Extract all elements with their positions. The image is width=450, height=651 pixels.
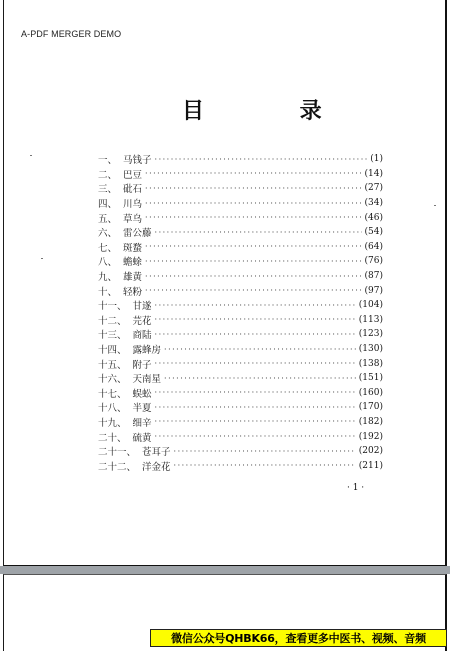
toc-entry-number: 十一、 <box>98 301 127 313</box>
toc-entry-title: 马钱子 <box>123 155 152 167</box>
toc-entry-title: 甘遂 <box>132 301 152 313</box>
toc-entry-page: (160) <box>358 387 383 398</box>
toc-entry-number: 十七、 <box>98 388 127 400</box>
toc-leader-dots <box>155 432 356 441</box>
toc-entry-number: 十、 <box>98 286 118 298</box>
toc-leader-dots <box>155 330 356 339</box>
toc-leader-dots <box>164 374 356 383</box>
toc-entry-title: 雷公藤 <box>123 228 152 240</box>
toc-entry-title: 草乌 <box>123 213 143 225</box>
toc-entry <box>98 444 383 459</box>
toc-entry-title: 洋金花 <box>142 461 171 473</box>
toc-entry-number: 二十一、 <box>98 447 137 459</box>
toc-entry-number: 十九、 <box>98 417 127 429</box>
toc-leader-dots <box>155 155 368 164</box>
toc-entry-title: 商陆 <box>132 330 152 342</box>
toc-entry-number: 十四、 <box>98 345 127 357</box>
toc-entry-title: 斑蝥 <box>123 242 143 254</box>
toc-entry-title: 天南星 <box>132 374 162 386</box>
toc-entry <box>98 386 383 401</box>
toc-entry-page: (192) <box>358 431 383 442</box>
toc-entry <box>98 313 383 328</box>
toc-entry-page: (64) <box>364 241 383 252</box>
toc-leader-dots <box>155 417 356 426</box>
toc-entry-title: 巴豆 <box>123 169 143 181</box>
toc-entry-page: (151) <box>358 373 383 384</box>
toc-entry-number: 十六、 <box>98 374 127 386</box>
toc-leader-dots <box>145 184 361 193</box>
toc-entry-number: 五、 <box>98 213 118 225</box>
toc-entry-page: (87) <box>364 271 383 282</box>
toc-entry-page: (1) <box>370 154 383 165</box>
toc-entry-page: (76) <box>364 256 383 267</box>
page-title: 目 录 <box>182 98 366 124</box>
toc-entry <box>98 342 383 357</box>
toc-entry <box>98 181 383 196</box>
toc-entry-number: 十五、 <box>98 359 127 371</box>
page-separator <box>0 566 450 574</box>
toc-entry-page: (138) <box>358 358 383 369</box>
toc-entry-number: 二十、 <box>98 432 127 444</box>
toc-entry-title: 蟾蜍 <box>123 257 143 269</box>
table-of-contents <box>98 152 383 473</box>
toc-entry-title: 川乌 <box>123 199 143 211</box>
scan-speck <box>30 155 32 156</box>
toc-entry-title: 细辛 <box>132 417 152 429</box>
toc-entry-number: 三、 <box>98 184 118 196</box>
toc-leader-dots <box>155 301 356 310</box>
toc-entry-title: 硫黄 <box>132 432 152 444</box>
toc-leader-dots <box>174 447 356 456</box>
toc-entry-page: (34) <box>364 198 383 209</box>
toc-entry-title: 芫花 <box>132 315 152 327</box>
toc-entry-title: 砒石 <box>123 184 143 196</box>
toc-entry <box>98 415 383 430</box>
toc-leader-dots <box>145 286 361 295</box>
toc-entry-page: (113) <box>358 314 383 325</box>
scan-speck <box>41 258 43 259</box>
toc-entry-number: 二、 <box>98 169 118 181</box>
toc-entry-title: 露蜂房 <box>132 345 162 357</box>
toc-leader-dots <box>145 242 361 251</box>
toc-entry-number: 十三、 <box>98 330 127 342</box>
toc-entry-number: 八、 <box>98 257 118 269</box>
toc-entry-number: 二十二、 <box>98 461 137 473</box>
toc-leader-dots <box>155 388 356 397</box>
toc-entry-page: (104) <box>358 300 383 311</box>
toc-entry-number: 十二、 <box>98 315 127 327</box>
toc-leader-dots <box>145 272 361 281</box>
toc-entry <box>98 152 383 167</box>
toc-leader-dots <box>145 257 361 266</box>
toc-entry-page: (130) <box>358 344 383 355</box>
toc-leader-dots <box>145 199 361 208</box>
toc-entry-page: (46) <box>364 212 383 223</box>
toc-entry-page: (97) <box>364 285 383 296</box>
toc-entry <box>98 356 383 371</box>
toc-entry-title: 附子 <box>132 359 152 371</box>
toc-entry <box>98 371 383 386</box>
toc-entry <box>98 400 383 415</box>
toc-entry <box>98 167 383 182</box>
toc-entry-page: (123) <box>358 329 383 340</box>
toc-entry <box>98 254 383 269</box>
toc-leader-dots <box>174 461 356 470</box>
toc-entry <box>98 210 383 225</box>
toc-entry-number: 九、 <box>98 272 118 284</box>
toc-entry-title: 半夏 <box>132 403 152 415</box>
toc-leader-dots <box>145 213 361 222</box>
toc-entry-page: (170) <box>358 402 383 413</box>
toc-entry <box>98 283 383 298</box>
toc-entry <box>98 298 383 313</box>
toc-leader-dots <box>164 345 356 354</box>
toc-entry-title: 雄黄 <box>123 272 143 284</box>
toc-entry-page: (27) <box>364 183 383 194</box>
toc-entry-number: 十八、 <box>98 403 127 415</box>
toc-entry-page: (211) <box>358 460 383 471</box>
scan-speck <box>434 205 436 206</box>
toc-leader-dots <box>145 169 361 178</box>
toc-entry <box>98 196 383 211</box>
toc-entry-page: (54) <box>364 227 383 238</box>
promo-banner[interactable]: 微信公众号QHBK66，查看更多中医书、视频、音频 <box>150 629 447 647</box>
toc-entry-title: 蜈蚣 <box>132 388 152 400</box>
toc-leader-dots <box>155 403 356 412</box>
toc-entry <box>98 429 383 444</box>
toc-entry-page: (202) <box>358 446 383 457</box>
toc-leader-dots <box>155 228 362 237</box>
toc-entry-number: 四、 <box>98 199 118 211</box>
toc-entry-title: 轻粉 <box>123 286 143 298</box>
toc-entry <box>98 327 383 342</box>
toc-entry <box>98 225 383 240</box>
toc-leader-dots <box>155 359 356 368</box>
toc-entry <box>98 240 383 255</box>
toc-entry-number: 七、 <box>98 242 118 254</box>
document-page <box>3 0 447 567</box>
toc-entry-title: 苍耳子 <box>142 447 171 459</box>
toc-entry <box>98 269 383 284</box>
toc-entry-page: (14) <box>364 168 383 179</box>
toc-leader-dots <box>155 315 356 324</box>
watermark-text: A-PDF MERGER DEMO <box>21 29 122 39</box>
toc-entry-number: 一、 <box>98 155 118 167</box>
toc-entry-page: (182) <box>358 416 383 427</box>
page-number: · 1 · <box>347 483 365 493</box>
toc-entry <box>98 458 383 473</box>
toc-entry-number: 六、 <box>98 228 118 240</box>
